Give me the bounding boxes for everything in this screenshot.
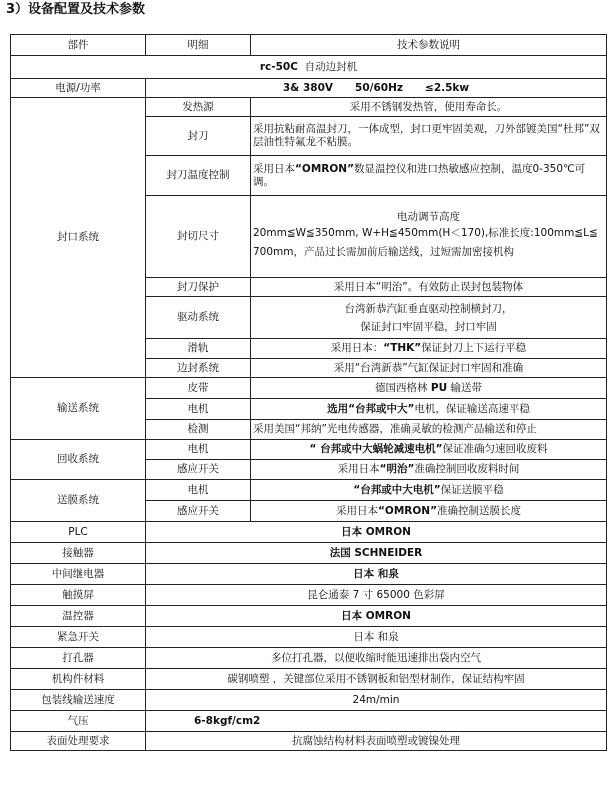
spec-cell: 采用美国“邦纳”光电传感器，准确灵敏的检测产品输送和停止 (251, 420, 607, 440)
row-label: 触摸屏 (11, 585, 146, 606)
spec-line: 保证封口牢固平稳，封口牢固 (360, 320, 497, 333)
spec-cell: 采用日本“明治”。有效防止误封包装物体 (251, 278, 607, 297)
detail-cell: 感应开关 (146, 460, 251, 480)
conveying-system-label: 输送系统 (11, 378, 146, 440)
row-value: 日本 OMRON (146, 522, 607, 543)
table-row (11, 543, 607, 564)
row-value: 日本 和泉 (146, 627, 607, 648)
spec-line: 电动调节高度 (397, 211, 460, 223)
row-value: 法国 SCHNEIDER (146, 543, 607, 564)
detail-cell: 皮带 (146, 378, 251, 399)
section-heading: 3）设备配置及技术参数 (6, 2, 146, 17)
row-value: 日本 和泉 (146, 564, 607, 585)
power-row (11, 79, 607, 98)
spec-cell: “台邦或中大电机”保证送膜平稳 (251, 480, 607, 501)
detail-cell: 电机 (146, 399, 251, 420)
row-value: 24m/min (146, 690, 607, 711)
detail-cell: 封刀保护 (146, 278, 251, 297)
detail-cell: 封切尺寸 (146, 196, 251, 278)
table-row (11, 98, 607, 117)
row-label: 打孔器 (11, 648, 146, 669)
spec-line: 20mm≦W≦350mm, W+H≦450mm(H＜170),标准长度:100mm≦L≦700mm，产品过长需加前后输送线，过短需加密接机构 (253, 227, 598, 258)
table-row (11, 627, 607, 648)
header-detail: 明细 (146, 35, 251, 56)
detail-cell: 感应开关 (146, 501, 251, 522)
table-row (11, 669, 607, 690)
detail-cell: 电机 (146, 440, 251, 460)
row-label: 气压 (11, 711, 146, 732)
detail-cell: 封刀温度控制 (146, 156, 251, 196)
table-row (11, 648, 607, 669)
spec-cell: 采用日本：“THK”保证封刀上下运行平稳 (251, 339, 607, 359)
sealing-system-label: 封口系统 (11, 98, 146, 378)
spec-cell: 采用抗粘耐高温封刀，一体成型，封口更牢固美观，刀外部镀美国“杜邦”双层油性特氟龙不粘膜。 (251, 117, 607, 156)
header-component: 部件 (11, 35, 146, 56)
detail-cell: 驱动系统 (146, 297, 251, 339)
table-row (11, 690, 607, 711)
row-value: 多位打孔器，以便收缩时能迅速排出袋内空气 (146, 648, 607, 669)
table-row (11, 522, 607, 543)
model-title: rc-50C 自动边封机 (11, 56, 607, 79)
detail-cell: 发热源 (146, 98, 251, 117)
row-label: 表面处理要求 (11, 732, 146, 751)
table-row (11, 480, 607, 501)
detail-cell: 检测 (146, 420, 251, 440)
table-row (11, 440, 607, 460)
spec-cell: 采用“台湾新恭”气缸保证封口牢固和准确 (251, 359, 607, 378)
row-label: 温控器 (11, 606, 146, 627)
spec-cell (251, 196, 607, 278)
table-header-row (11, 35, 607, 56)
row-value: 碳钢喷塑 ，关键部位采用不锈钢板和铝型材制作，保证结构牢固 (146, 669, 607, 690)
table-row (11, 378, 607, 399)
table-row (11, 606, 607, 627)
model-row (11, 56, 607, 79)
row-label: 机构件材料 (11, 669, 146, 690)
row-value: 日本 OMRON (146, 606, 607, 627)
power-value: 3& 380V 50/60Hz ≤2.5kw (146, 79, 607, 98)
spec-cell: 采用不锈钢发热管，使用寿命长。 (251, 98, 607, 117)
table-row (11, 711, 607, 732)
detail-cell: 边封系统 (146, 359, 251, 378)
spec-cell: 德国西格林 PU 输送带 (251, 378, 607, 399)
film-system-label: 送膜系统 (11, 480, 146, 522)
spec-cell (251, 297, 607, 339)
spec-cell: 采用日本“明治”准确控制回收废料时间 (251, 460, 607, 480)
header-spec: 技术参数说明 (251, 35, 607, 56)
row-value: 昆仑通泰 7 寸 65000 色彩屏 (146, 585, 607, 606)
row-label: 接触器 (11, 543, 146, 564)
spec-cell: 采用日本“OMRON”准确控制送膜长度 (251, 501, 607, 522)
detail-cell: 滑轨 (146, 339, 251, 359)
row-label: 紧急开关 (11, 627, 146, 648)
row-value: 6-8kgf/cm2 (146, 711, 607, 732)
spec-line: 台湾新恭汽缸垂直驱动控制横封刀， (344, 302, 513, 315)
row-label: 包装线输送速度 (11, 690, 146, 711)
table-row (11, 585, 607, 606)
detail-cell: 电机 (146, 480, 251, 501)
detail-cell: 封刀 (146, 117, 251, 156)
spec-cell: “ 台邦或中大蜗轮减速电机”保证准确匀速回收废料 (251, 440, 607, 460)
row-value: 抗腐蚀结构材料表面喷塑或镀镍处理 (146, 732, 607, 751)
recycling-system-label: 回收系统 (11, 440, 146, 480)
spec-table (10, 34, 607, 751)
row-label: PLC (11, 522, 146, 543)
row-label: 中间继电器 (11, 564, 146, 585)
power-label: 电源/功率 (11, 79, 146, 98)
spec-cell: 采用日本“OMRON”数显温控仪和进口热敏感应控制，温度0-350℃可调。 (251, 156, 607, 196)
spec-cell: 选用“台邦或中大”电机，保证输送高速平稳 (251, 399, 607, 420)
table-row (11, 732, 607, 751)
table-row (11, 564, 607, 585)
